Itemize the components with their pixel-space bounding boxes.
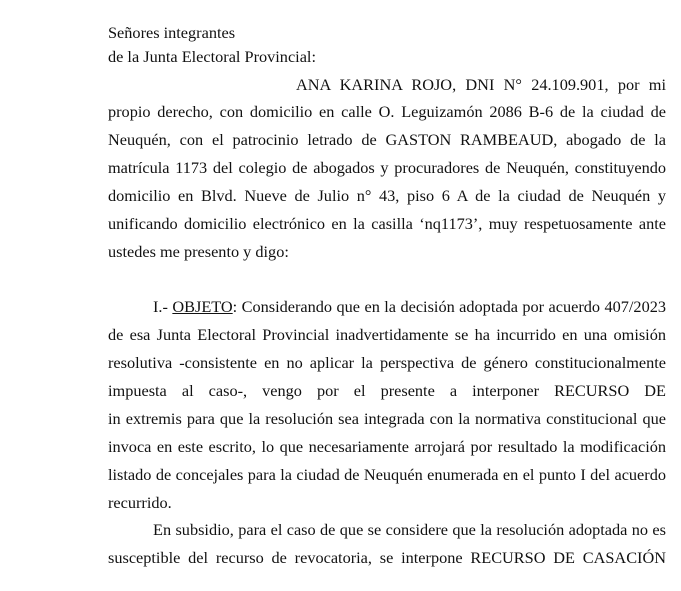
section1-first-line — [153, 297, 666, 317]
addressee-line-2: de la Junta Electoral Provincial: — [108, 47, 316, 66]
section1-number: I.- — [153, 297, 173, 316]
section2-line-1: En subsidio, para el caso de que se considere que la resolución adoptada no es — [153, 520, 666, 539]
section1-heading: OBJETO — [172, 297, 233, 316]
section2-line-2: susceptible del recurso de revocatoria, se interpone RECURSO DE CASACIÓN — [108, 548, 666, 567]
section1-line-5: in extremis para que la resolución sea integrada con la normativa constitucional que — [108, 409, 666, 428]
section1-line-2: de esa Junta Electoral Provincial inadvertidamente se ha incurrido en una omisión — [108, 325, 666, 344]
section1-first-line-rest: : Considerando que en la decisión adoptada por acuerdo 407/2023 — [232, 297, 666, 316]
section1-line-6: invoca en este escrito, lo que necesariamente arrojará por resultado la modificación — [108, 437, 666, 456]
intro-line-5: domicilio en Blvd. Nueve de Julio n° 43, piso 6 A de la ciudad de Neuquén y — [108, 186, 666, 205]
intro-line-7: ustedes me presento y digo: — [108, 242, 289, 261]
section1-line-3: resolutiva -consistente en no aplicar la perspectiva de género constitucionalmente — [108, 353, 666, 372]
intro-line-3: Neuquén, con el patrocinio letrado de GASTON RAMBEAUD, abogado de la — [108, 130, 666, 149]
intro-line-1: ANA KARINA ROJO, DNI N° 24.109.901, por mi — [296, 75, 666, 94]
section1-line-7: listado de concejales para la ciudad de Neuquén enumerada en el punto I del acuerdo — [108, 465, 666, 484]
intro-line-4: matrícula 1173 del colegio de abogados y procuradores de Neuquén, constituyendo — [108, 158, 666, 177]
intro-line-6: unificando domicilio electrónico en la casilla ‘nq1173’, muy respetuosamente ante — [108, 214, 666, 233]
addressee-line-1: Señores integrantes — [108, 23, 236, 42]
section1-line-8: recurrido. — [108, 493, 172, 512]
section1-line-4: impuesta al caso-, vengo por el presente a interponer RECURSO DE — [108, 381, 666, 400]
intro-line-2: propio derecho, con domicilio en calle O. Leguizamón 2086 B-6 de la ciudad de — [108, 102, 666, 121]
